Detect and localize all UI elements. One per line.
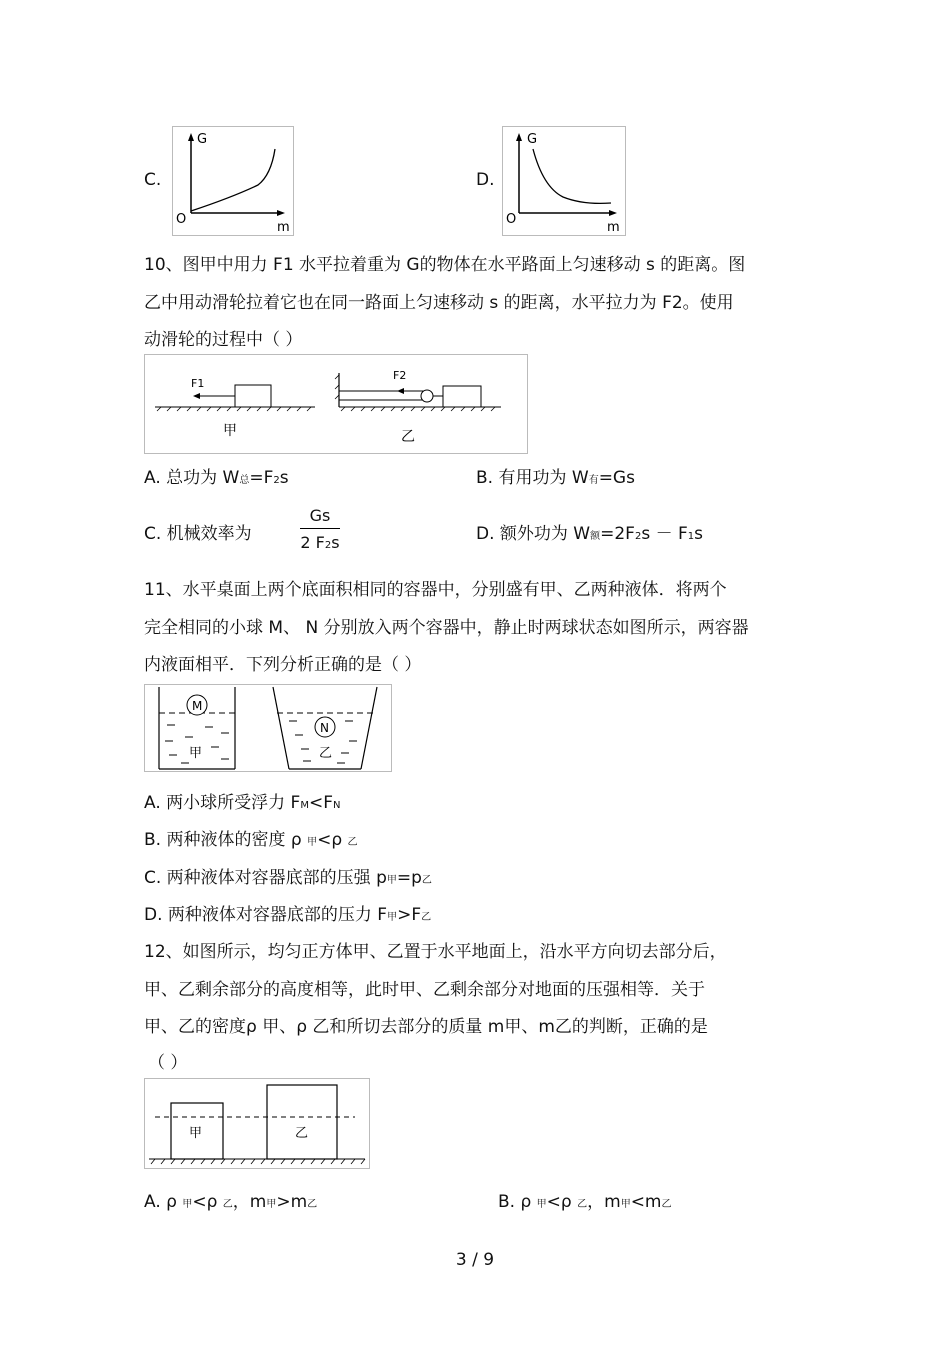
- q11-c-s2: 乙: [421, 875, 432, 886]
- q11-d-mid: >F: [397, 905, 422, 925]
- q11-figure-svg: [145, 685, 391, 771]
- q10-c-den-sub: 2: [324, 540, 332, 551]
- q11-figure: [144, 684, 392, 772]
- q10-jia-label: 甲: [223, 423, 237, 439]
- q10-d-sub2: 2: [634, 531, 642, 542]
- q10-d-mid: s － F: [641, 524, 688, 544]
- q10-option-b: [476, 463, 635, 488]
- q12-line1: 12、如图所示，均匀正方体甲、乙置于水平地面上，沿水平方向切去部分后，: [144, 942, 727, 962]
- q11-a-s1: M: [300, 800, 309, 811]
- q11-ball-n: N: [320, 721, 329, 735]
- q11-ball-m: M: [192, 699, 203, 713]
- q11-yi-label: 乙: [319, 746, 333, 761]
- q10-c-den-text: 2 F: [300, 533, 325, 552]
- q10-c-fraction-bar: [300, 528, 340, 529]
- q12-b-s2: 乙: [577, 1199, 588, 1210]
- q10-a-rest: =F: [249, 468, 274, 488]
- q10-a-sub2: 2: [273, 475, 280, 486]
- q12-a-s1: 甲: [182, 1199, 193, 1210]
- q11-d-s2: 乙: [421, 912, 432, 923]
- q12-a-text: A. ρ: [144, 1192, 183, 1212]
- q11-option-b: [144, 825, 358, 850]
- q11-a-s2: N: [333, 800, 341, 811]
- q10-b-text: B. 有用功为 W: [476, 468, 589, 488]
- q10-f1-label: F1: [191, 377, 205, 390]
- q11-option-a: [144, 788, 340, 813]
- graph-c: [172, 126, 294, 236]
- q12-b-mid2: ，m: [587, 1192, 621, 1212]
- graph-d: [502, 126, 626, 236]
- q12-b-s4: 乙: [661, 1199, 672, 1210]
- q10-d-end: s: [694, 524, 704, 544]
- q10-a-text: A. 总功为 W: [144, 468, 240, 488]
- q10-yi-label: 乙: [401, 429, 415, 445]
- q11-c-text: C. 两种液体对容器底部的压强 p: [144, 868, 387, 888]
- option-d-label: D.: [476, 170, 495, 190]
- q12-a-s3: 甲: [266, 1199, 277, 1210]
- q11-c-mid: =p: [396, 868, 422, 888]
- q10-figure: [144, 354, 528, 454]
- q11-option-d: [144, 900, 431, 925]
- q11-b-s1: 甲: [307, 837, 318, 848]
- q10-option-c: C. 机械效率为: [144, 524, 252, 544]
- q10-d-sub: 额: [590, 531, 601, 542]
- q10-c-numerator: Gs: [309, 506, 331, 525]
- q12-line4: （ ）: [148, 1053, 188, 1073]
- option-c-label: C.: [144, 170, 162, 190]
- q10-d-rest: =2F: [600, 524, 635, 544]
- graph-c-svg: [173, 127, 293, 235]
- graph-d-svg: [503, 127, 625, 235]
- q10-a-sub: 总: [239, 475, 250, 486]
- q12-yi-label: 乙: [295, 1126, 309, 1141]
- graph-d-origin: O: [506, 212, 517, 227]
- q12-option-b: [498, 1187, 672, 1212]
- q12-line3: 甲、乙的密度ρ 甲、ρ 乙和所切去部分的质量 m甲、m乙的判断，正确的是: [144, 1017, 708, 1037]
- q11-d-s1: 甲: [387, 912, 398, 923]
- q10-d-text: D. 额外功为 W: [476, 524, 591, 544]
- q11-c-s1: 甲: [386, 875, 397, 886]
- graph-d-x-label: m: [607, 220, 620, 235]
- graph-d-y-label: G: [527, 132, 538, 147]
- q10-figure-svg: [145, 355, 527, 453]
- q12-line2: 甲、乙剩余部分的高度相等，此时甲、乙剩余部分对地面的压强相等．关于: [144, 980, 705, 1000]
- q11-b-text: B. 两种液体的密度 ρ: [144, 830, 308, 850]
- q12-b-mid3: <m: [630, 1192, 662, 1212]
- q11-a-text: A. 两小球所受浮力 F: [144, 793, 301, 813]
- q12-option-a: [144, 1187, 317, 1212]
- q12-a-s4: 乙: [307, 1199, 318, 1210]
- q12-a-mid: <ρ: [192, 1192, 223, 1212]
- q10-line3: 动滑轮的过程中（ ）: [144, 330, 303, 350]
- q11-line1: 11、水平桌面上两个底面积相同的容器中，分别盛有甲、乙两种液体．将两个: [144, 580, 727, 600]
- q11-line2: 完全相同的小球 M、 N 分别放入两个容器中，静止时两球状态如图所示，两容器: [144, 618, 749, 638]
- q10-option-a: [144, 463, 289, 488]
- q12-jia-label: 甲: [189, 1126, 203, 1141]
- q11-jia-label: 甲: [189, 746, 203, 761]
- q12-a-mid3: >m: [276, 1192, 308, 1212]
- graph-c-origin: O: [176, 212, 187, 227]
- q12-a-s2: 乙: [222, 1199, 233, 1210]
- page-number: 3 / 9: [455, 1250, 495, 1270]
- q11-b-mid: <ρ: [317, 830, 348, 850]
- q12-figure-svg: [145, 1079, 369, 1168]
- q11-b-s2: 乙: [347, 837, 358, 848]
- q11-a-mid: <F: [308, 793, 333, 813]
- q12-a-mid2: ，m: [232, 1192, 267, 1212]
- q11-option-c: [144, 863, 432, 888]
- q10-b-sub: 有: [588, 475, 599, 486]
- q10-line1: 10、图甲中用力 F1 水平拉着重为 G的物体在水平路面上匀速移动 s 的距离。图: [144, 255, 746, 275]
- q10-a-end: s: [279, 468, 289, 488]
- q12-b-s3: 甲: [620, 1199, 631, 1210]
- graph-c-x-label: m: [277, 220, 290, 235]
- q10-b-rest: =Gs: [598, 468, 635, 488]
- q11-d-text: D. 两种液体对容器底部的压力 F: [144, 905, 388, 925]
- q10-d-sub3: 1: [687, 531, 695, 542]
- q10-option-d: [476, 519, 703, 544]
- q12-b-mid: <ρ: [546, 1192, 578, 1212]
- q10-c-den-end: s: [331, 533, 340, 552]
- q10-c-denominator: [300, 533, 340, 552]
- graph-c-y-label: G: [197, 132, 208, 147]
- q12-figure: [144, 1078, 370, 1169]
- q11-line3: 内液面相平．下列分析正确的是（ ）: [144, 655, 422, 675]
- q10-f2-label: F2: [393, 369, 407, 382]
- q12-b-s1: 甲: [536, 1199, 547, 1210]
- q10-line2: 乙中用动滑轮拉着它也在同一路面上匀速移动 s 的距离，水平拉力为 F2。使用: [144, 293, 734, 313]
- q12-b-text: B. ρ: [498, 1192, 537, 1212]
